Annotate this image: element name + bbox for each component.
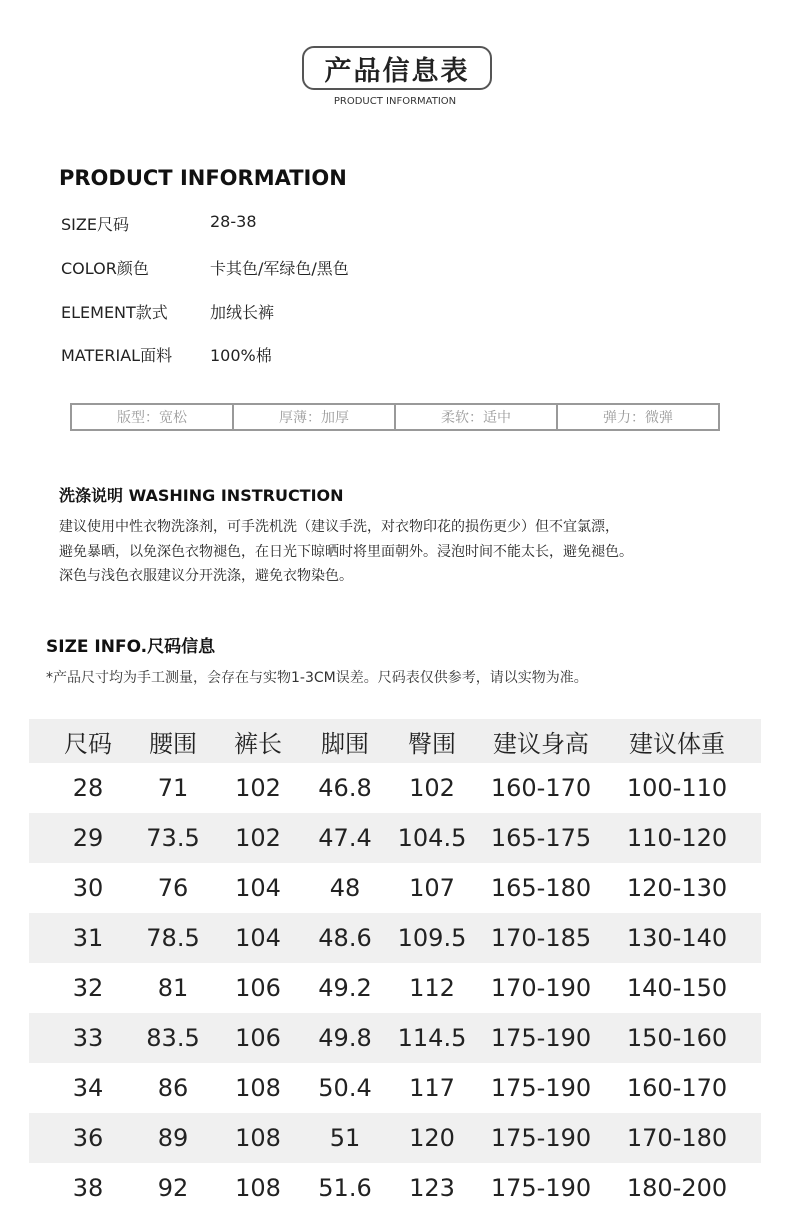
table-cell: 78.5: [146, 924, 200, 952]
page-subtitle: PRODUCT INFORMATION: [333, 96, 457, 107]
table-cell: 102: [235, 774, 281, 802]
attribute-bar: [70, 403, 720, 431]
table-cell: 180-200: [626, 1174, 728, 1202]
info-value: 卡其色/军绿色/黑色: [210, 259, 349, 278]
column-header: 脚围: [321, 729, 369, 758]
size-info-heading: SIZE INFO.尺码信息: [46, 637, 216, 657]
table-cell: 47.4: [318, 824, 372, 852]
table-cell: 175-190: [490, 1074, 592, 1102]
table-cell: 107: [409, 874, 455, 902]
column-header: 裤长: [234, 729, 282, 758]
product-info-heading: PRODUCT INFORMATION: [59, 166, 347, 190]
table-cell: 170-190: [490, 974, 592, 1002]
table-cell: 104: [235, 874, 281, 902]
table-row: [29, 1163, 761, 1213]
table-cell: 36: [72, 1124, 104, 1152]
attribute-thickness: 厚薄：加厚: [234, 405, 396, 429]
table-row: [29, 963, 761, 1013]
table-cell: 108: [235, 1074, 281, 1102]
table-row: [29, 763, 761, 813]
table-cell: 92: [157, 1174, 189, 1202]
table-cell: 112: [409, 974, 455, 1002]
size-table-body: [29, 763, 761, 1213]
table-cell: 150-160: [626, 1024, 728, 1052]
washing-line: 建议使用中性衣物洗涤剂，可手洗机洗（建议手洗，对衣物印花的损伤更少）但不宜氯漂，: [59, 519, 619, 535]
table-row: [29, 1113, 761, 1163]
table-cell: 48: [329, 874, 361, 902]
size-table: [29, 719, 761, 1213]
table-cell: 71: [157, 774, 189, 802]
table-cell: 106: [235, 1024, 281, 1052]
table-cell: 38: [72, 1174, 104, 1202]
table-cell: 175-190: [490, 1124, 592, 1152]
info-value: 加绒长裤: [210, 303, 275, 322]
table-cell: 50.4: [318, 1074, 372, 1102]
table-cell: 165-180: [490, 874, 592, 902]
info-value: 28-38: [210, 212, 257, 231]
table-cell: 123: [409, 1174, 455, 1202]
table-cell: 51: [329, 1124, 361, 1152]
table-cell: 30: [72, 874, 104, 902]
table-row: [29, 1063, 761, 1113]
table-cell: 102: [409, 774, 455, 802]
table-cell: 76: [157, 874, 189, 902]
column-header: 建议身高: [493, 729, 589, 758]
table-cell: 120: [409, 1124, 455, 1152]
column-header: 建议体重: [629, 729, 725, 758]
table-cell: 100-110: [626, 774, 728, 802]
table-cell: 160-170: [626, 1074, 728, 1102]
page-title: 产品信息表: [302, 46, 492, 90]
table-cell: 175-190: [490, 1174, 592, 1202]
table-cell: 170-180: [626, 1124, 728, 1152]
table-cell: 108: [235, 1174, 281, 1202]
table-cell: 81: [157, 974, 189, 1002]
table-cell: 86: [157, 1074, 189, 1102]
table-cell: 160-170: [490, 774, 592, 802]
table-cell: 31: [72, 924, 104, 952]
column-header: 腰围: [149, 729, 197, 758]
table-cell: 34: [72, 1074, 104, 1102]
table-cell: 48.6: [318, 924, 372, 952]
table-cell: 32: [72, 974, 104, 1002]
attribute-fit: 版型：宽松: [72, 405, 234, 429]
table-cell: 49.8: [318, 1024, 372, 1052]
table-cell: 175-190: [490, 1024, 592, 1052]
table-cell: 110-120: [626, 824, 728, 852]
table-cell: 106: [235, 974, 281, 1002]
table-row: [29, 913, 761, 963]
washing-line: 避免暴晒，以免深色衣物褪色，在日光下晾晒时将里面朝外。浸泡时间不能太长，避免褪色。: [59, 544, 633, 560]
table-cell: 104.5: [397, 824, 467, 852]
column-header: 尺码: [64, 729, 112, 758]
attribute-softness: 柔软：适中: [396, 405, 558, 429]
info-label: ELEMENT款式: [61, 303, 168, 322]
column-header: 臀围: [408, 729, 456, 758]
table-cell: 120-130: [626, 874, 728, 902]
attribute-elasticity: 弹力：微弹: [603, 410, 673, 426]
table-cell: 109.5: [397, 924, 467, 952]
table-row: [29, 863, 761, 913]
table-row: [29, 813, 761, 863]
table-cell: 108: [235, 1124, 281, 1152]
table-cell: 33: [72, 1024, 104, 1052]
table-cell: 170-185: [490, 924, 592, 952]
washing-line: 深色与浅色衣服建议分开洗涤，避免衣物染色。: [59, 568, 353, 584]
table-row: [29, 1013, 761, 1063]
table-cell: 165-175: [490, 824, 592, 852]
table-cell: 89: [157, 1124, 189, 1152]
table-cell: 102: [235, 824, 281, 852]
table-cell: 49.2: [318, 974, 372, 1002]
table-cell: 73.5: [146, 824, 200, 852]
info-label: COLOR颜色: [61, 259, 149, 278]
table-cell: 140-150: [626, 974, 728, 1002]
table-cell: 104: [235, 924, 281, 952]
table-cell: 114.5: [397, 1024, 467, 1052]
table-cell: 51.6: [318, 1174, 372, 1202]
table-cell: 117: [409, 1074, 455, 1102]
size-table-header: [29, 719, 761, 763]
size-info-note: *产品尺寸均为手工测量，会存在与实物1-3CM误差。尺码表仅供参考，请以实物为准。: [46, 670, 588, 686]
info-value: 100%棉: [210, 346, 272, 365]
table-cell: 83.5: [146, 1024, 200, 1052]
washing-heading: 洗涤说明 WASHING INSTRUCTION: [59, 486, 344, 505]
info-label: SIZE尺码: [61, 215, 129, 234]
table-cell: 28: [72, 774, 104, 802]
info-label: MATERIAL面料: [61, 346, 173, 365]
table-cell: 29: [72, 824, 104, 852]
table-cell: 130-140: [626, 924, 728, 952]
table-cell: 46.8: [318, 774, 372, 802]
